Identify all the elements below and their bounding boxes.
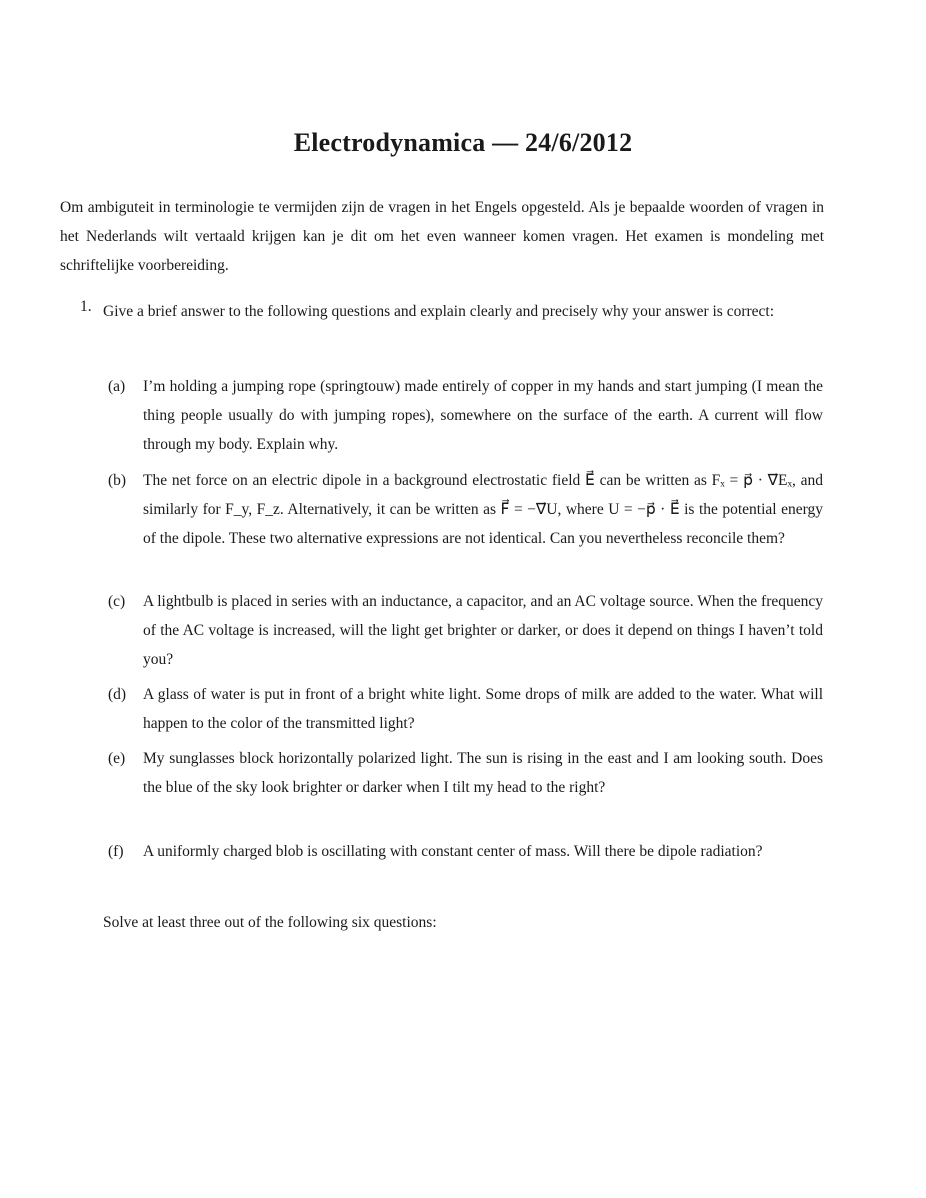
subquestion-label: (f) [108,843,124,860]
subquestion-label: (a) [108,378,126,395]
subquestion-label: (b) [108,472,127,489]
page-title: Electrodynamica — 24/6/2012 [293,128,633,157]
question-text: Give a brief answer to the following questions and explain clearly and precisely why your answer is correct: [103,303,775,320]
subquestion-text: A lightbulb is placed in series with an inductance, a capacitor, and an AC voltage source. When the frequency of the AC voltage is increased, will the light get brighter or darker, or does it depend on things I haven’t told you? [143,593,823,668]
solve-instruction: Solve at least three out of the following six questions: [103,914,437,931]
subquestion-label: (c) [108,593,126,610]
subquestion-text: A glass of water is put in front of a bright white light. Some drops of milk are added to the water. What will happen to the color of the transmitted light? [143,686,823,732]
subquestion-label: (e) [108,750,126,767]
subquestion-text: A uniformly charged blob is oscillating with constant center of mass. Will there be dipole radiation? [143,843,763,860]
question-number: 1. [80,298,92,315]
intro-paragraph: Om ambiguteit in terminologie te vermijden zijn de vragen in het Engels opgesteld. Als je bepaalde woorden of vragen in het Nederlands wilt vertaald krijgen kan je dit om het even wanneer komen vragen. Het examen is mondeling met schriftelijke voorbereiding. [60,199,824,274]
subquestion-text: The net force on an electric dipole in a background electrostatic field E⃗ can be written as Fₓ = p⃗ · ∇⃗Eₓ, and similarly for F_y, F_z. Alternatively, it can be written as F⃗ = −∇⃗U, where U = −p⃗ · E⃗ is the potential energy of the dipole. These two alternative expressions are not identical. Can you nevertheless reconcile them? [143,472,823,547]
subquestion-text: I’m holding a jumping rope (springtouw) made entirely of copper in my hands and start jumping (I mean the thing people usually do with jumping ropes), somewhere on the surface of the earth. A current will flow through my body. Explain why. [143,378,823,453]
subquestion-label: (d) [108,686,127,703]
subquestion-text: My sunglasses block horizontally polarized light. The sun is rising in the east and I am looking south. Does the blue of the sky look brighter or darker when I tilt my head to the right? [143,750,823,796]
